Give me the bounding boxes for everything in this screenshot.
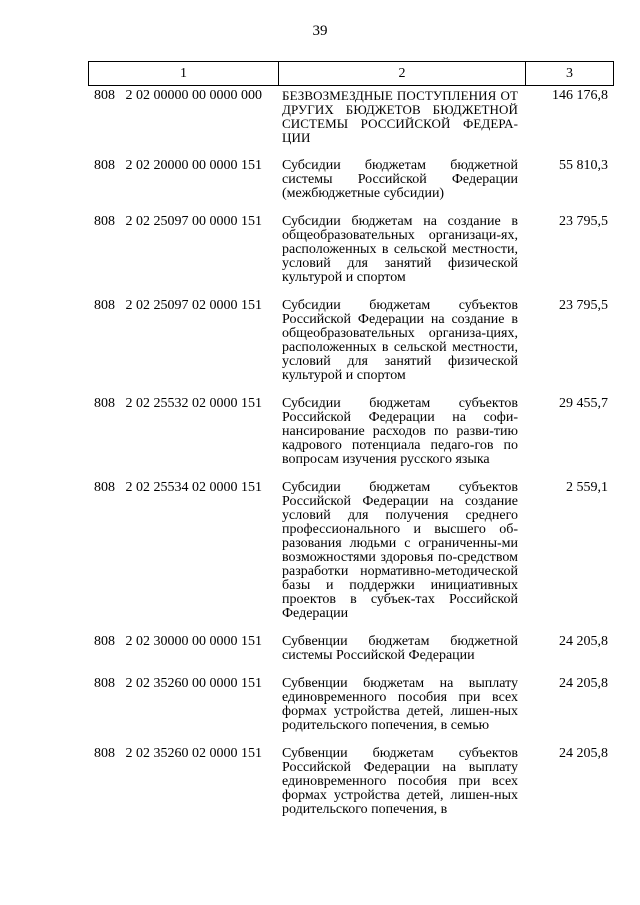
row-description: Субвенции бюджетам на выплату единовременного пособия при всех формах устройства детей, лишен-ных родительского попечения, в семью	[282, 676, 518, 733]
row-amount: 29 455,7	[559, 396, 608, 411]
budget-code: 808 2 02 25097 00 0000 151	[94, 214, 262, 229]
table-row	[94, 397, 608, 467]
row-amount: 23 795,5	[559, 298, 608, 313]
row-description: Субвенции бюджетам субъектов Российской Федерации на выплату единовременного пособия при всех формах устройства детей, лишен-ных родительского попечения, в	[282, 746, 518, 817]
column-header-table	[88, 61, 614, 86]
budget-code: 808 2 02 35260 02 0000 151	[94, 746, 262, 761]
table-row	[94, 215, 608, 285]
row-amount: 55 810,3	[559, 158, 608, 173]
row-amount: 146 176,8	[552, 88, 608, 103]
column-header-2: 2	[279, 62, 526, 86]
table-row	[94, 747, 608, 817]
row-description: Субсидии бюджетам субъектов Российской Федерации на создание условий для получения среднего профессионального и высшего об-разования людьми с ограниченны-ми возможностями здоровья по-средством разработки нормативно-методической базы и поддержки инициативных проектов в субъек-тах Российской Федерации	[282, 480, 518, 621]
column-header-3: 3	[526, 62, 614, 86]
budget-code: 808 2 02 25097 02 0000 151	[94, 298, 262, 313]
table-row	[94, 635, 608, 663]
budget-code: 808 2 02 00000 00 0000 000	[94, 88, 262, 103]
row-amount: 2 559,1	[566, 480, 608, 495]
budget-code: 808 2 02 25532 02 0000 151	[94, 396, 262, 411]
row-description: Субвенции бюджетам бюджетной системы Российской Федерации	[282, 634, 518, 663]
column-header-1: 1	[89, 62, 279, 86]
table-row	[94, 481, 608, 621]
column-header-row	[89, 62, 614, 86]
table-row	[94, 89, 608, 145]
table-row	[94, 159, 608, 201]
row-amount: 24 205,8	[559, 746, 608, 761]
budget-code: 808 2 02 25534 02 0000 151	[94, 480, 262, 495]
page-number: 39	[312, 23, 328, 39]
row-amount: 23 795,5	[559, 214, 608, 229]
row-description: Субсидии бюджетам субъектов Российской Федерации на софи-нансирование расходов по разви-тию кадрового потенциала педаго-гов по вопросам изучения русского языка	[282, 396, 518, 467]
row-description: БЕЗВОЗМЕЗДНЫЕ ПОСТУПЛЕНИЯ ОТ ДРУГИХ БЮДЖЕТОВ БЮДЖЕТНОЙ СИСТЕМЫ РОССИЙСКОЙ ФЕДЕРА-ЦИИ	[282, 88, 518, 145]
row-amount: 24 205,8	[559, 634, 608, 649]
budget-code: 808 2 02 30000 00 0000 151	[94, 634, 262, 649]
table-row	[94, 299, 608, 383]
row-description: Субсидии бюджетам на создание в общеобразовательных организаци-ях, расположенных в сельской местности, условий для занятий физической культурой и спортом	[282, 214, 518, 285]
row-amount: 24 205,8	[559, 676, 608, 691]
row-description: Субсидии бюджетам бюджетной системы Российской Федерации (межбюджетные субсидии)	[282, 158, 518, 201]
budget-code: 808 2 02 20000 00 0000 151	[94, 158, 262, 173]
budget-code: 808 2 02 35260 00 0000 151	[94, 676, 262, 691]
budget-rows	[94, 89, 608, 831]
table-row	[94, 677, 608, 733]
row-description: Субсидии бюджетам субъектов Российской Федерации на создание в общеобразовательных организа-циях, расположенных в сельской местности, условий для занятий физической культурой и спортом	[282, 298, 518, 383]
